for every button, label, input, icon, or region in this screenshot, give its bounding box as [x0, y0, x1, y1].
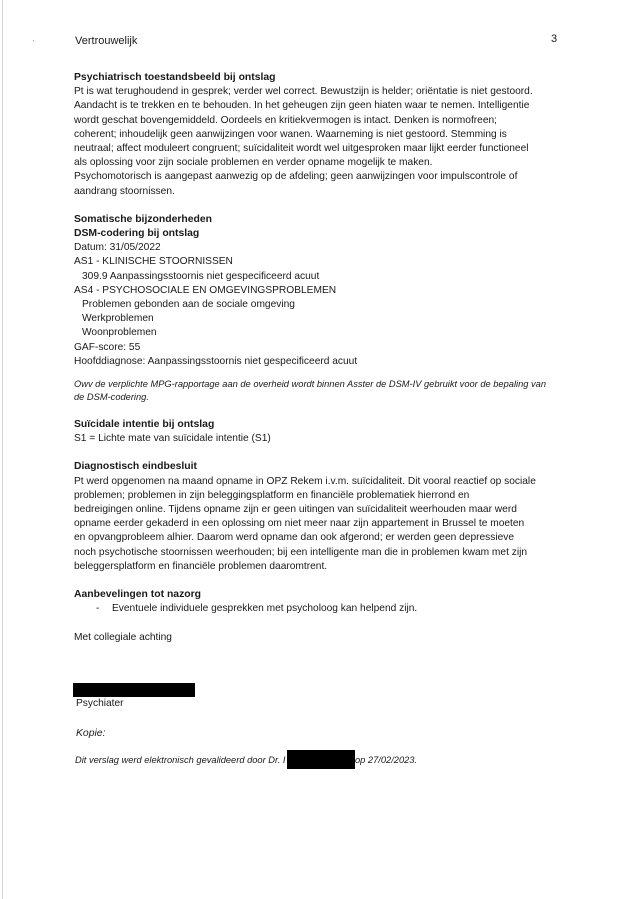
- bullet-text: Eventuele individuele gesprekken met psycholoog kan helpend zijn.: [112, 603, 418, 615]
- section-title: Suïcidale intentie bij ontslag: [74, 419, 215, 431]
- text-line: Pt werd opgenomen na maand opname in OPZ Rekem i.v.m. suïcidaliteit. Dit vooral reactief op sociale: [74, 475, 536, 487]
- dsm-date: Datum: 31/05/2022: [74, 242, 161, 254]
- copy-label: Kopie:: [76, 728, 106, 739]
- validation-footer-prefix: Dit verslag werd elektronisch gevalideerd door Dr. I: [75, 755, 286, 765]
- gaf-score: GAF-score: 55: [74, 341, 141, 353]
- section-title: Somatische bijzonderheden: [74, 213, 212, 225]
- redaction-bar-doctor-name: [287, 750, 355, 769]
- section-title: Aanbevelingen tot nazorg: [74, 589, 202, 601]
- axis-4-heading: AS4 - PSYCHOSOCIALE EN OMGEVINGSPROBLEMEN: [74, 284, 337, 296]
- aftercare-bullet: [74, 602, 570, 616]
- section-aftercare: [74, 588, 570, 616]
- axis-1-heading: AS1 - KLINISCHE STOORNISSEN: [74, 256, 233, 268]
- suicidal-intent-value: S1 = Lichte mate van suïcidale intentie (S1): [74, 433, 271, 445]
- page-edge: [2, 0, 3, 899]
- confidential-header: Vertrouwelijk: [75, 35, 138, 47]
- section-diagnostic-conclusion: [74, 460, 570, 574]
- section-psychiatric-status: [74, 71, 570, 199]
- axis-4-item: Woonproblemen: [82, 327, 157, 339]
- text-line: wordt geschat bovengemiddeld. Oordeels en kritiekvermogen is intact. Denken is normofreen;: [74, 114, 498, 126]
- bullet-dash: -: [96, 603, 100, 615]
- text-line: beleggersplatform en financiële problemen daaromtrent.: [74, 560, 328, 572]
- text-line: als oplossing voor zijn sociale problemen en verder opname mogelijk te maken.: [74, 157, 433, 169]
- signature-role: Psychiater: [76, 698, 124, 709]
- section-title: Psychiatrisch toestandsbeeld bij ontslag: [74, 72, 276, 83]
- text-line: Aandacht is te trekken en te behouden. In het geheugen zijn geen hiaten waar te nemen. Intelligentie: [74, 100, 530, 112]
- text-line: Psychomotorisch is aangepast aanwezig op de afdeling; geen aanwijzingen voor impulscontrole of: [74, 171, 518, 183]
- closing-greeting: Met collegiale achting: [74, 631, 172, 643]
- text-line: Pt is wat terughoudend in gesprek; verder wel correct. Bewustzijn is helder; oriëntatie is niet gestoord.: [74, 86, 533, 98]
- text-line: coherent; inhoudelijk geen aanwijzingen voor wanen. Waarneming is niet gestoord. Stemming is: [74, 128, 507, 140]
- note-line: Owv de verplichte MPG-rapportage aan de overheid wordt binnen Asster de DSM-IV gebruikt voor de bepaling van: [74, 379, 546, 390]
- axis-4-item: Werkproblemen: [82, 313, 154, 325]
- section-somatic: [74, 213, 570, 369]
- axis-4-item: Problemen gebonden aan de sociale omgeving: [82, 299, 295, 311]
- section-title: Diagnostisch eindbesluit: [74, 461, 197, 473]
- text-line: en opvangprobleem alhier. Daarom werd opname dan ook afgerond; er werden geen depressieve: [74, 532, 515, 544]
- main-diagnosis: Hoofddiagnose: Aanpassingsstoornis niet gespecificeerd acuut: [74, 355, 358, 367]
- page-number: 3: [551, 33, 558, 45]
- text-line: bedreigingen online. Tijdens opname zijn er geen uitingen van suïcidaliteit weerhouden maar werd: [74, 504, 517, 516]
- text-line: noch psychotische stoornissen weerhouden; bij een intelligente man die in problemen kwam met zijn: [74, 546, 528, 558]
- dsm-title: DSM-codering bij ontslag: [74, 228, 200, 240]
- note-line: de DSM-codering.: [74, 392, 149, 403]
- text-line: aandrang stoornissen.: [74, 185, 175, 197]
- report-body: [74, 71, 570, 645]
- section-suicidal-intent: [74, 418, 570, 446]
- axis-1-item: 309.9 Aanpassingsstoornis niet gespecificeerd acuut: [82, 270, 320, 282]
- redaction-bar-signature: [73, 683, 195, 697]
- dsm-note: [74, 378, 570, 404]
- scan-dot: [33, 40, 34, 41]
- text-line: neutraal; affect moduleert congruent; suïcidaliteit wordt wel uitgesproken maar lijkt eerder functioneel: [74, 143, 529, 155]
- text-line: opname eerder gekaderd in een oplossing om niet meer naar zijn appartement in Brussel te moeten: [74, 518, 525, 530]
- text-line: problemen; problemen in zijn beleggingsplatform en financiële problematiek hierrond en: [74, 489, 470, 501]
- validation-footer-suffix: op 27/02/2023.: [355, 755, 418, 765]
